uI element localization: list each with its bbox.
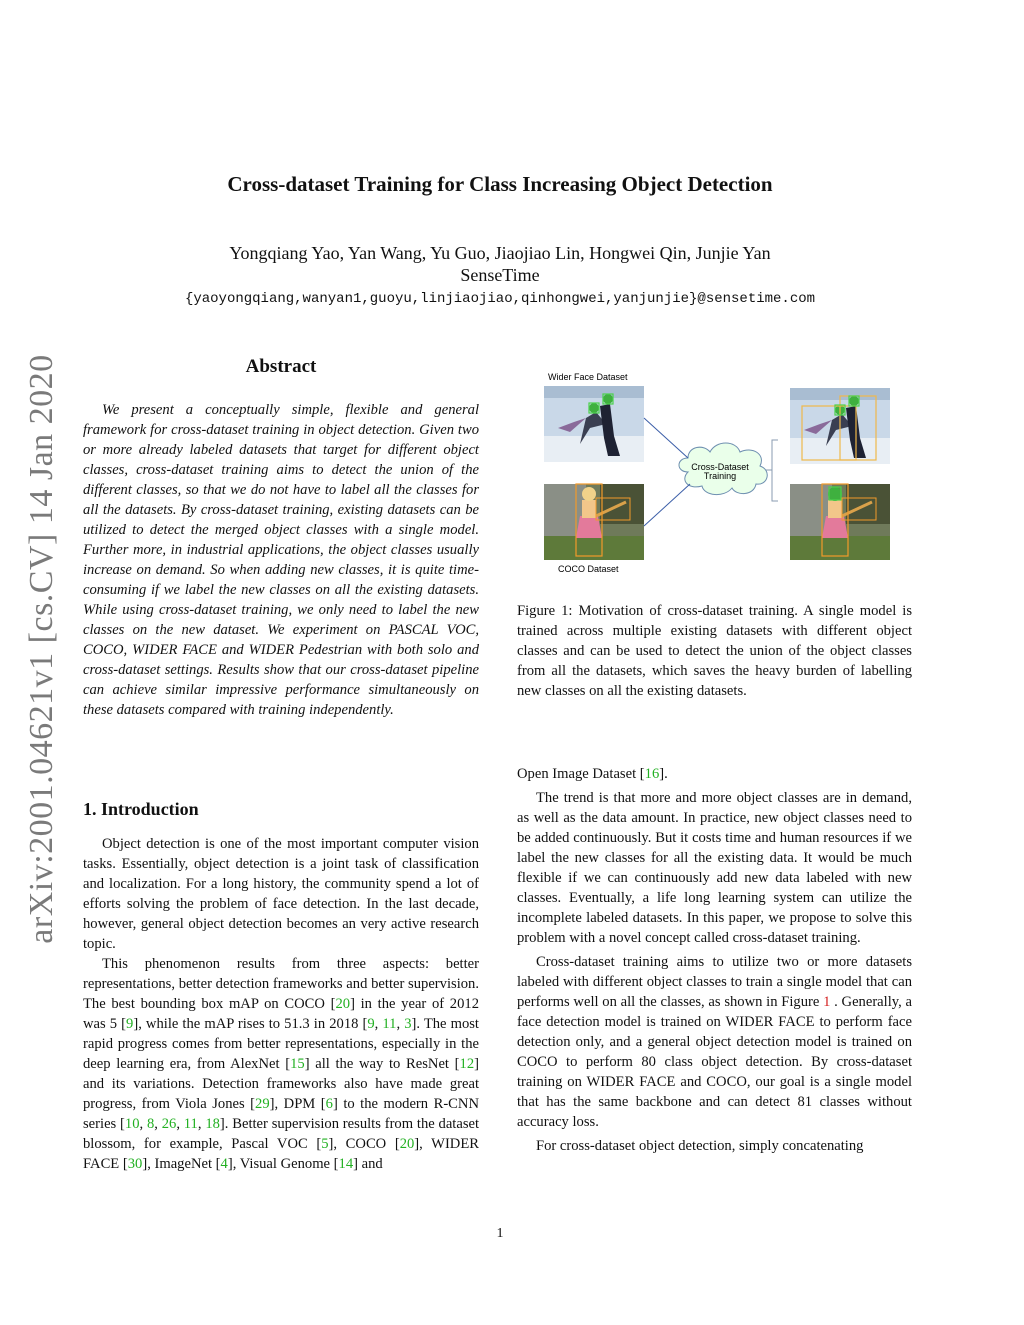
paper-title: Cross-dataset Training for Class Increasing Object Detection — [227, 172, 773, 196]
figure-1-diagram — [540, 366, 920, 581]
intro-paragraph-1: Object detection is one of the most important computer vision tasks. Essentially, object detection is a joint task of classification and localization. For a long history, the community spend a lot of efforts solving the problem of face detection. In the last decade, however, general object detection becomes an very active research topic. — [83, 836, 479, 952]
figure-1-caption: Figure 1: Motivation of cross-dataset training. A single model is trained across multiple existing datasets with different object classes and can be used to detect the union of the object classes from all the datasets, which saves the heavy burden of labelling new classes on all the existing datasets. — [517, 603, 912, 699]
coco-label: COCO Dataset — [558, 564, 619, 574]
abstract-body — [83, 400, 479, 720]
wider-face-label: Wider Face Dataset — [548, 372, 628, 382]
author-list: Yongqiang Yao, Yan Wang, Yu Guo, Jiaojiao Lin, Hongwei Qin, Junjie Yan — [229, 243, 771, 263]
citation-link[interactable]: 26 — [161, 1116, 177, 1132]
right-paragraph-2: Cross-dataset training aims to utilize two or more datasets labeled with different object classes to train a single model that can performs well on all the classes, as shown in Figure 1 . Generally, a face detection model is trained on WIDER FACE to perform face detection only, and a general object detection model is trained on COCO to perform 80 class object detection. By cross-dataset training on WIDER FACE and COCO, our goal is a single model that has the same backbone and can detect 81 classes without accuracy loss. — [517, 954, 912, 1130]
output-bracket — [772, 440, 778, 501]
citation-link[interactable]: 4 — [220, 1156, 228, 1172]
right-paragraph-1: The trend is that more and more object classes are in demand, as well as the data amount. In practice, new object classes need to be added continuously. But it costs time and human resources if we label the new classes for all the existing data. It would be much flexible if we can continuously add new data labeled with new classes. Eventually, a life long learning system can utilize the incomplete labeled datasets. In this paper, we propose to solve this problem with a novel concept called cross-dataset training. — [517, 790, 912, 946]
skating-photo-right — [790, 388, 890, 464]
intro-body — [83, 834, 479, 1174]
connector-line — [644, 484, 690, 526]
right-column-body — [517, 764, 912, 1156]
citation-link[interactable]: 11 — [183, 1116, 198, 1132]
citation-link[interactable]: 9 — [367, 1016, 375, 1032]
citation-link[interactable]: 20 — [335, 996, 351, 1012]
citation-link[interactable]: 11 — [382, 1016, 397, 1032]
citation-link[interactable]: 16 — [644, 766, 660, 782]
citation-link[interactable]: 5 — [321, 1136, 329, 1152]
skating-photo-left — [544, 386, 644, 462]
continued-text: Open Image Dataset [16]. — [517, 766, 668, 782]
connector-line — [644, 418, 688, 458]
author-emails: {yaoyongqiang,wanyan1,guoyu,linjiaojiao,qinhongwei,yanjunjie}@sensetime.com — [184, 291, 816, 307]
citation-link[interactable]: 14 — [338, 1156, 354, 1172]
cloud-shape — [679, 443, 767, 495]
arxiv-side-stamp: arXiv:2001.04621v1 [cs.CV] 14 Jan 2020 — [23, 354, 60, 944]
figure-1 — [540, 366, 920, 581]
abstract-heading: Abstract — [245, 356, 317, 377]
section-heading-introduction: 1. Introduction — [83, 799, 199, 819]
girl-photo-left — [544, 484, 644, 560]
citation-link[interactable]: 18 — [205, 1116, 220, 1132]
affiliation: SenseTime — [460, 265, 540, 285]
citation-link[interactable]: 15 — [290, 1056, 305, 1072]
citation-link[interactable]: 30 — [127, 1156, 143, 1172]
citation-link[interactable]: 3 — [404, 1016, 412, 1032]
citation-link[interactable]: 29 — [255, 1096, 270, 1112]
intro-paragraph-2: This phenomenon results from three aspects: better representations, better detection frameworks and better supervision. The best bounding box mAP on COCO [20] in the year of 2012 was 5 [9], while the mAP rises to 51.3 in 2018 [9, 11, 3]. The most rapid progress comes from better representations, especially in the deep learning era, from AlexNet [15] all the way to ResNet [12] and its variations. Detection frameworks also have made great progress, from Viola Jones [29], DPM [6] to the modern R-CNN series [10, 8, 26, 11, 18]. Better supervision results from the dataset blossom, for example, Pascal VOC [5], COCO [20], WIDER FACE [30], ImageNet [4], Visual Genome [14] and — [83, 956, 480, 1172]
abstract-text: We present a conceptually simple, flexible and general framework for cross-dataset training in object detection. Given two or more already labeled datasets that target for different object classes, cross-dataset training aims to detect the union of the different classes, so that we do not have to label all the classes for all the datasets. By cross-dataset training, existing datasets can be utilized to detect the merged object classes with a single model. Further more, in industrial applications, the object classes usually increase on demand. So when adding new classes, it is quite time-consuming if we label the new classes on all the existing datasets. While using cross-dataset training, we only need to label the new classes on the new dataset. We experiment on PASCAL VOC, COCO, WIDER FACE and WIDER Pedestrian with both solo and cross-dataset settings. Results show that our cross-dataset pipeline can achieve similar impressive performance simultaneously on these datasets compared with training independently. — [83, 402, 479, 718]
citation-link[interactable]: 8 — [146, 1116, 155, 1132]
girl-photo-right — [790, 484, 890, 560]
page-number: 1 — [496, 1226, 504, 1241]
author-block — [0, 242, 1000, 286]
right-paragraph-3: For cross-dataset object detection, simply concatenating — [536, 1138, 864, 1154]
cloud-label-2: Training — [703, 471, 737, 481]
figure-ref-link[interactable]: 1 — [823, 994, 831, 1010]
cloud-label-1: Cross-Dataset — [691, 462, 749, 472]
citation-link[interactable]: 6 — [325, 1096, 333, 1112]
citation-link[interactable]: 20 — [399, 1136, 415, 1152]
citation-link[interactable]: 9 — [126, 1016, 134, 1032]
citation-link[interactable]: 12 — [459, 1056, 475, 1072]
citation-link[interactable]: 10 — [124, 1116, 140, 1132]
